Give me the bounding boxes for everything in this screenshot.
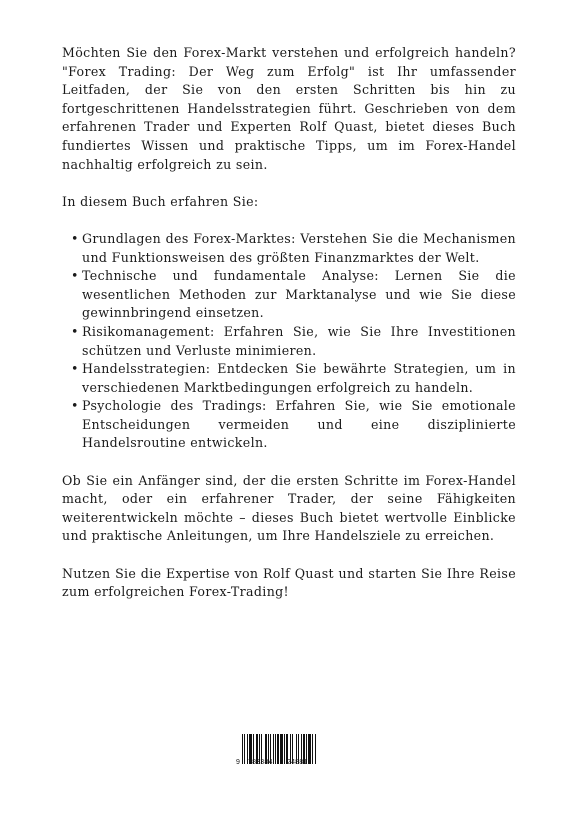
list-item-text: Grundlagen des Forex-Marktes: Verstehen Sie die Mechanismen und Funktionsweisen des größten Finanzmarktes der Welt. (82, 230, 516, 265)
list-item (62, 397, 516, 453)
bullet-icon: • (71, 230, 79, 246)
list-item (62, 230, 516, 267)
barcode-bar (242, 734, 243, 764)
list-item (62, 267, 516, 323)
barcode-bar (273, 734, 274, 764)
list-item (62, 323, 516, 360)
bullet-icon: • (71, 398, 79, 414)
intro-paragraph: Möchten Sie den Forex-Markt verstehen und erfolgreich handeln? "Forex Trading: Der Weg zum Erfolg" ist Ihr umfassender Leitfaden, der Sie von den ersten Schritten bis hin zu fortgeschrittenen Handelsstrategien führt. Geschrieben von dem erfahrenen Trader und Experten Rolf Quast, bietet dieses Buch fundiertes Wissen und praktische Tipps, um im Forex-Handel nachhaltig erfolgreich zu sein. (62, 45, 516, 172)
barcode-digits-right: 248817 (287, 759, 312, 766)
list-item (62, 360, 516, 397)
barcode-bar (312, 734, 313, 764)
list-heading: In diesem Buch erfahren Sie: (62, 193, 259, 209)
feature-list (62, 230, 516, 453)
bullet-icon: • (71, 323, 79, 339)
barcode-digits-left: 783384 (248, 759, 273, 766)
barcode-bar (315, 734, 316, 764)
barcode-bar (275, 734, 276, 764)
audience-paragraph: Ob Sie ein Anfänger sind, der die ersten Schritte im Forex-Handel macht, oder ein erfahrener Trader, der seine Fähigkeiten weiterentwickeln möchte – dieses Buch bietet wertvolle Einblicke und praktische Anleitungen, um Ihre Handelsziele zu erreichen. (62, 472, 516, 544)
barcode-bar (244, 734, 245, 764)
barcode-bar (284, 734, 285, 764)
list-item-text: Psychologie des Tradings: Erfahren Sie, wie Sie emotionale Entscheidungen vermeiden und eine disziplinierte Handelsroutine entwickeln. (82, 398, 516, 451)
barcode-bar (280, 734, 283, 764)
list-item-text: Handelsstrategien: Entdecken Sie bewährte Strategien, um in verschiedenen Marktbedingungen erfolgreich zu handeln. (82, 361, 516, 395)
book-back-cover-text (62, 44, 516, 620)
barcode-bar (277, 734, 279, 764)
closing-paragraph: Nutzen Sie die Expertise von Rolf Quast und starten Sie Ihre Reise zum erfolgreichen Forex-Trading! (62, 565, 516, 600)
bullet-icon: • (71, 268, 79, 284)
bullet-icon: • (71, 361, 79, 377)
barcode-digit-first: 9 (236, 759, 241, 766)
list-item-text: Technische und fundamentale Analyse: Lernen Sie die wesentlichen Methoden zur Marktanalyse und wie Sie diese gewinnbringend einsetzen. (82, 268, 516, 321)
list-item-text: Risikomanagement: Erfahren Sie, wie Sie Ihre Investitionen schützen und Verluste minimieren. (82, 323, 516, 358)
isbn-barcode (236, 734, 322, 770)
